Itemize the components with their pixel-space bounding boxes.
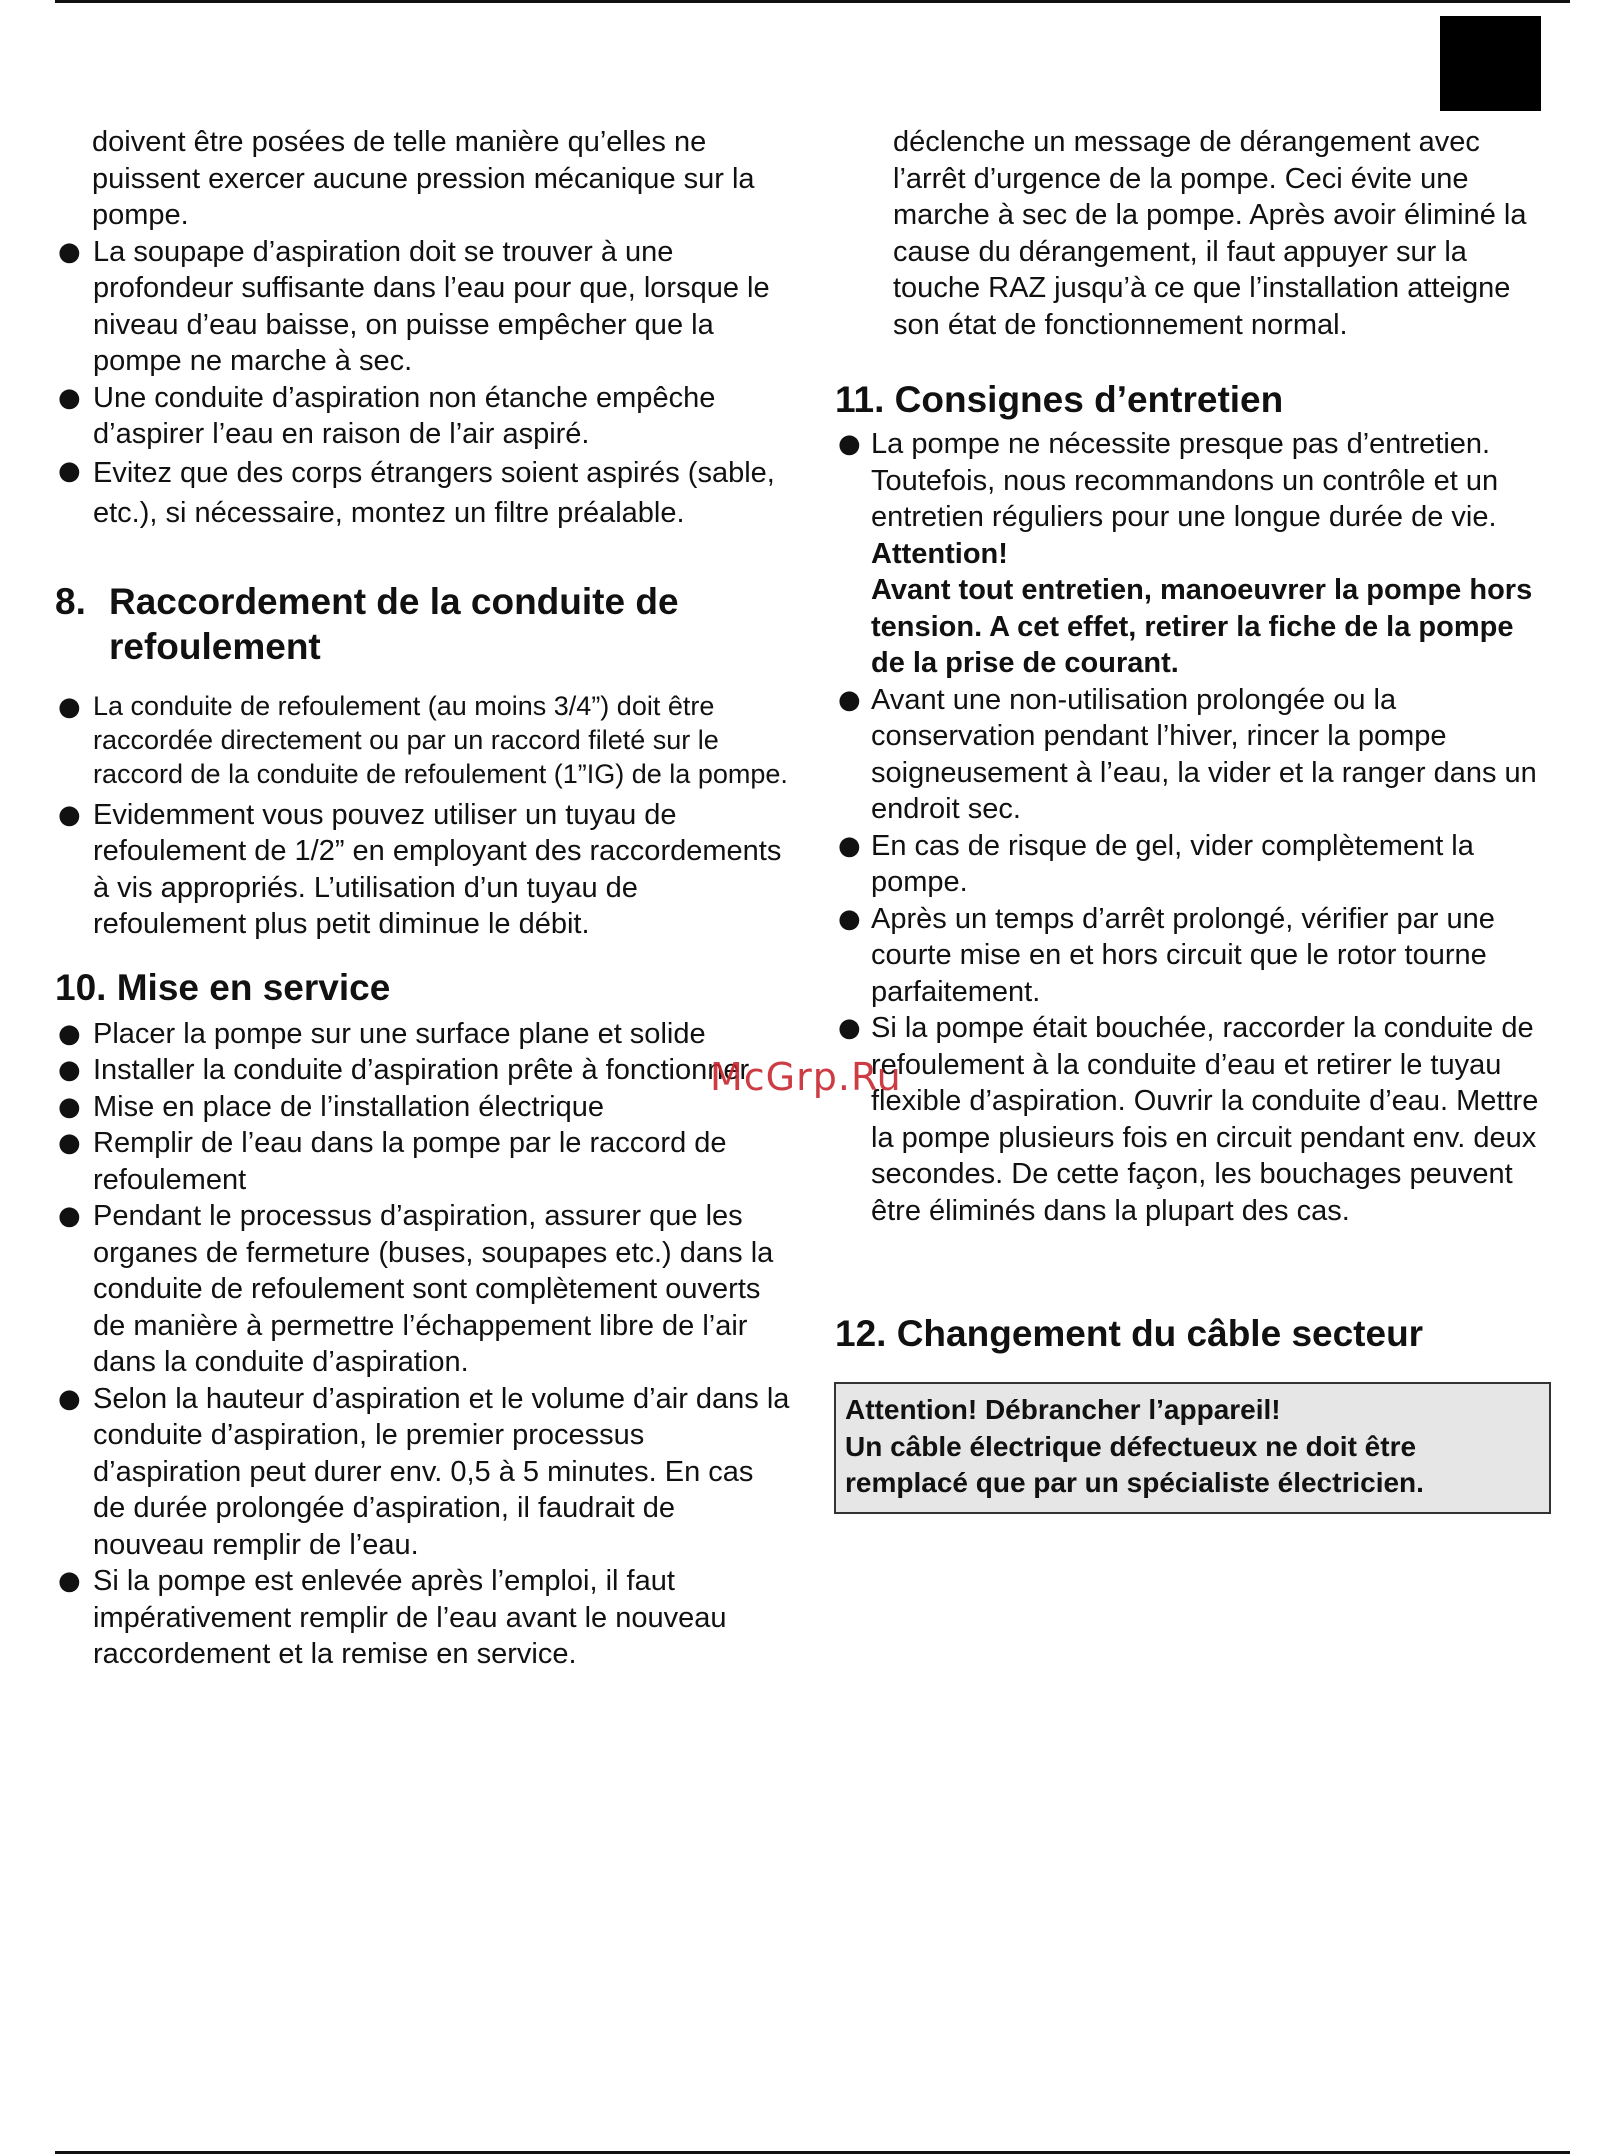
- list-item: [55, 1052, 790, 1089]
- list-item: [55, 797, 790, 943]
- bullet-icon: ●: [838, 830, 861, 861]
- list-item: [835, 1010, 1550, 1229]
- list-item-text: Après un temps d’arrêt prolongé, vérifier par une courte mise en et hors circuit que le rotor tourne parfaitement.: [871, 902, 1495, 1008]
- list-item-text: Selon la hauteur d’aspiration et le volume d’air dans la conduite d’aspiration, le premier processus d’aspiration peut durer env. 0,5 à 5 minutes. En cas de durée prolongée d’aspiration, il faudrait de nouveau remplir de l’eau.: [93, 1382, 790, 1561]
- list-item: [55, 689, 790, 791]
- watermark: McGrp.Ru: [710, 1055, 902, 1099]
- bullet-icon: ●: [58, 799, 81, 830]
- language-tab-marker: [1440, 16, 1541, 111]
- list-item: [55, 234, 790, 380]
- bullet-icon: ●: [58, 236, 81, 267]
- section-8-heading: [55, 579, 790, 669]
- list-item-text: Une conduite d’aspiration non étanche empêche d’aspirer l’eau en raison de l’air aspiré.: [93, 381, 716, 450]
- list-item-text: La pompe ne nécessite presque pas d’entretien. Toutefois, nous recommandons un contrôle et un entretien réguliers pour une longue durée de vie.: [871, 428, 1499, 533]
- section-11-heading: 11. Consignes d’entretien: [835, 379, 1284, 420]
- bullet-icon: ●: [58, 1566, 81, 1596]
- list-item: [55, 1381, 790, 1564]
- list-item-text: Si la pompe est enlevée après l’emploi, il faut impérativement remplir de l’eau avant le nouveau raccordement et la remise en service.: [93, 1565, 727, 1670]
- bullet-icon: ●: [838, 903, 861, 934]
- list-item-text: Evidemment vous pouvez utiliser un tuyau de refoulement de 1/2” en employant des raccordements à vis appropriés. L’utilisation d’un tuyau de refoulement plus petit diminue le débit.: [93, 798, 782, 940]
- section-10-list: [55, 1016, 790, 1673]
- list-item: [835, 828, 1550, 901]
- list-item: [55, 1125, 790, 1198]
- bullet-icon: ●: [58, 1201, 81, 1231]
- list-item: [55, 380, 790, 453]
- list-item-text: Evitez que des corps étrangers soient aspirés (sable, etc.), si nécessaire, montez un filtre préalable.: [93, 456, 775, 529]
- bullet-icon: ●: [58, 1055, 81, 1085]
- warning-line-2: Un câble électrique défectueux ne doit être remplacé que par un spécialiste électricien.: [845, 1430, 1424, 1498]
- section-title: Raccordement de la conduite de refoulement: [109, 580, 679, 667]
- list-item: [55, 453, 790, 533]
- list-item-text: Pendant le processus d’aspiration, assurer que les organes de fermeture (buses, soupapes etc.) dans la conduite de refoulement sont complètement ouverts de manière à permettre l’échappement libre de l’air dans la conduite d’aspiration.: [93, 1200, 774, 1378]
- section-10-heading: 10. Mise en service: [55, 966, 391, 1008]
- section-12-heading: 12. Changement du câble secteur: [835, 1313, 1424, 1354]
- bullet-icon: ●: [58, 1128, 81, 1158]
- list-item-text: Remplir de l’eau dans la pompe par le raccord de refoulement: [93, 1127, 727, 1196]
- warning-text: Avant tout entretien, manoeuvrer la pompe hors tension. A cet effet, retirer la fiche de la pompe de la prise de courant.: [871, 574, 1533, 679]
- top-rule: [55, 0, 1570, 3]
- left-intro: doivent être posées de telle manière qu’elles ne puissent exercer aucune pression mécanique sur la pompe.: [92, 126, 755, 231]
- bullet-icon: ●: [838, 1013, 861, 1043]
- list-item: [55, 1089, 790, 1126]
- list-item-text: La soupape d’aspiration doit se trouver à une profondeur suffisante dans l’eau pour que, lorsque le niveau d’eau baisse, on puisse empêcher que la pompe ne marche à sec.: [93, 235, 770, 377]
- list-item: [55, 1563, 790, 1673]
- list-item: [835, 682, 1550, 828]
- warning-title: Attention!: [871, 537, 1008, 570]
- list-item-text: Installer la conduite d’aspiration prête à fonctionner: [93, 1054, 750, 1086]
- list-item: [55, 1016, 790, 1053]
- list-item: [835, 426, 1550, 682]
- warning-box: [834, 1382, 1551, 1514]
- right-column: [835, 124, 1550, 1514]
- warning-line-1: Attention! Débrancher l’appareil!: [845, 1394, 1281, 1425]
- list-item: [55, 1198, 790, 1381]
- bullet-icon: ●: [838, 429, 861, 459]
- bullet-icon: ●: [58, 1018, 81, 1049]
- bullet-icon: ●: [58, 1091, 81, 1122]
- list-item-text: La conduite de refoulement (au moins 3/4”) doit être raccordée directement ou par un raccord fileté sur le raccord de la conduite de refoulement (1”IG) de la pompe.: [93, 690, 788, 789]
- list-item-text: Avant une non-utilisation prolongée ou la conservation pendant l’hiver, rincer la pompe soigneusement à l’eau, la vider et la ranger dans un endroit sec.: [871, 683, 1537, 825]
- list-item-text: Si la pompe était bouchée, raccorder la conduite de refoulement à la conduite d’eau et retirer le tuyau flexible d’aspiration. Ouvrir la conduite d’eau. Mettre la pompe plusieurs fois en circuit pendant env. deux secondes. De cette façon, les bouchages peuvent être éliminés dans la plupart des cas.: [871, 1012, 1539, 1227]
- bullet-icon: ●: [838, 684, 861, 715]
- list-item: [835, 901, 1550, 1011]
- bullet-icon: ●: [58, 691, 81, 722]
- bullet-icon: ●: [58, 1383, 81, 1414]
- left-column: [55, 124, 790, 1673]
- list-item-text: En cas de risque de gel, vider complètement la pompe.: [871, 829, 1474, 898]
- section-number: 8.: [55, 580, 86, 622]
- right-intro: déclenche un message de dérangement avec l’arrêt d’urgence de la pompe. Ceci évite une marche à sec de la pompe. Après avoir éliminé la cause du dérangement, il faut appuyer sur la touche RAZ jusqu’à ce que l’installation atteigne son état de fonctionnement normal.: [893, 126, 1527, 341]
- list-item-text: Placer la pompe sur une surface plane et solide: [93, 1017, 706, 1050]
- bullet-icon: ●: [58, 455, 81, 486]
- bullet-icon: ●: [58, 382, 81, 413]
- bottom-rule: [55, 2151, 1570, 2154]
- list-item-text: Mise en place de l’installation électrique: [93, 1090, 605, 1123]
